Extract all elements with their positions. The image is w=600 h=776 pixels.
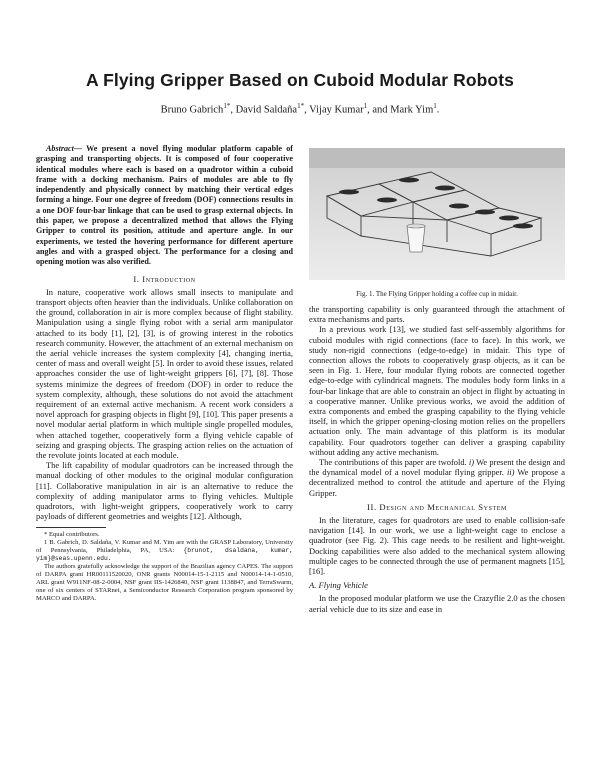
propeller: [475, 210, 495, 215]
propeller: [377, 198, 397, 203]
footnote-equal: * Equal contributors.: [44, 531, 100, 539]
right-column: [309, 304, 565, 614]
subsection-heading-flying-vehicle: A. Flying Vehicle: [309, 580, 368, 591]
propeller: [513, 224, 533, 229]
author-separator: ,: [230, 104, 236, 116]
text-span: We propose a decentralized method to control the attitude and aperture of the Flying Gripper.: [309, 467, 565, 498]
footnote-funding: The authors gratefully acknowledge the support of the Brazilian agency CAPES. The support of DARPA grant HR00111520020, ONR grants N00014-15-1-2115 and N00014-14-1-0510, ARL grant W911NF-08-2-0004, NSF grant IIS-1426840, NSF grant 1138847, and TerraSwarm, one of six centers of STARnet, a Semiconductor Research Corporation program sponsored by MARCO and DARPA.: [36, 563, 293, 603]
propeller: [399, 178, 419, 183]
author-name: Vijay Kumar: [309, 104, 364, 116]
author-separator: ,: [304, 104, 310, 116]
footnote-rule: [36, 527, 106, 528]
author-affiliation-mark: 1: [363, 102, 368, 110]
abstract-dash: —: [73, 144, 87, 153]
footnotes: [36, 531, 293, 603]
figure-flying-gripper-photo: [309, 148, 565, 280]
section-heading-design: II. Design and Mechanical System: [367, 501, 507, 512]
section-heading-introduction: I. Introduction: [133, 273, 196, 284]
propeller: [435, 186, 455, 191]
author-name: Mark Yim: [390, 104, 434, 116]
list-marker: ii): [506, 467, 515, 478]
paragraph: the transporting capability is only guaranteed through the attachment of extra mechanisms and parts.: [309, 304, 565, 325]
paragraph: The lift capability of modular quadrotors can be increased through the manual docking of other modules to the original modular configuration [11]. Collaborative manipulation in air is an alternative to reduce the complexity of adding manipulator arms to flying vehicles. Multiple quadrotors, with light-weight grippers, cooperatively work to carry payloads of different geometries and weights [12]. Although,: [36, 460, 293, 522]
figure-caption: Fig. 1. The Flying Gripper holding a coffee cup in midair.: [356, 290, 518, 298]
author-separator: , and: [367, 104, 391, 116]
author-name: David Saldaña: [235, 104, 298, 116]
author-name: Bruno Gabrich: [160, 104, 224, 116]
text-span: We present the design and the dynamical model of a novel modular flying gripper.: [309, 457, 565, 478]
left-column: [36, 144, 293, 603]
author-affiliation-mark: 1*: [297, 102, 305, 110]
footnote-affiliation-text: 1 B. Gabrich, D. Saldaña, V. Kumar and M. Yim are with the GRASP Laboratory, University of Pennsylvania, Philadelphia, PA, USA:: [36, 539, 293, 555]
author-emails: {brunot, dsaldana, kumar, yim}@seas.upenn.edu.: [36, 547, 293, 563]
abstract-text: We present a novel flying modular platform capable of grasping and transporting objects. It is composed of four cooperative identical modules where each is based on a quadrotor within a cuboid frame with a docking mechanism. Pairs of modules are able to fly independently and physically connect by matching their vertical edges forming a hinge. Four one degree of freedom (DOF) connections results in a one DOF four-bar linkage that can be used to grasp external objects. In this paper, we propose a decentralized method that allows the Flying Gripper to control its position, attitude and aperture angle. In our experiments, we tested the hovering performance for different aperture angles and with a grasped object. The performance for a closing and opening motion was also verified.: [36, 144, 293, 267]
abstract: [36, 144, 293, 268]
abstract-label: Abstract: [46, 144, 74, 153]
propeller: [339, 190, 359, 195]
footnote-affiliation: [36, 539, 293, 563]
paragraph: In the literature, cages for quadrotors are used to enable collision-safe navigation [14]. In our work, we use a light-weight cage to enclose a quadrotor (see Fig. 2). This cage needs to be resilient and light-weight. Docking capabilities were also added to the mechanical system allowing multiple cages to be connected through the use of permanent magnets [15], [16].: [309, 515, 565, 577]
propeller: [449, 204, 469, 209]
author-terminator: .: [436, 104, 440, 116]
ceiling-area: [309, 148, 565, 168]
paragraph: In nature, cooperative work allows small insects to manipulate and transport objects often heavier than the individuals. Unlike collaboration on the ground, collaboration in air is more complex because of flight stability. Manipulation using a single flying robot with a serial arm manipulator attached to its body [1], [2], [3], is of growing interest in the robotics research community. However, the attachment of an external mechanism on the aerial vehicle increases the system complexity [4], changing inertia, center of mass and overall weight [5]. In order to avoid these issues, related approaches consider the use of light-weight grippers [6], [7], [8]. Those systems minimize the degrees of freedom (DOF) in order to reduce the system complexity, although, these solutions do not avoid the attachment requirement of an external active mechanism. A recent work considers a novel approach for grasping objects in flight [9], [10]. This paper presents a novel modular aerial platform in which multiple single propelled modules, when attached together, cooperatively form a flying vehicle capable of seizing and grasping objects. The grasping action relies on the actuation of the revolute joints located at each module.: [36, 286, 293, 461]
contributions-paragraph: [309, 457, 565, 498]
author-list: [40, 102, 560, 116]
coffee-cup: [407, 224, 425, 252]
author-affiliation-mark: 1: [433, 102, 437, 110]
author-affiliation-mark: 1*: [223, 102, 231, 110]
flying-gripper-illustration: [309, 148, 565, 280]
paragraph: In a previous work [13], we studied fast self-assembly algorithms for cuboid modules with rigid connections (face to face). In this work, we study non-rigid connections (edge-to-edge) in midair. This type of connection allows the robots to cooperatively grasp objects, as it can be seen in Fig. 1. Here, four modular flying robots are connected together edge-to-edge with cylindrical magnets. The modules body form links in a four-bar linkage that are able to constrain an object in flight by actuating in a cooperative manner. Unlike previous works, we avoid the addition of extra components and embed the grasping capability to the flying vehicle itself, in which the gripper opening-closing motion relies on the propellers actuation only. The main advantage of this platform is its modular capability. Four quadrotors together can deliver a grasping capability without adding any active mechanism.: [309, 324, 565, 457]
list-marker: i): [468, 457, 475, 468]
paper-title: A Flying Gripper Based on Cuboid Modular Robots: [86, 70, 514, 90]
text-span: The contributions of this paper are twofold.: [319, 457, 469, 468]
propeller: [499, 216, 519, 221]
paragraph: In the proposed modular platform we use the Crazyflie 2.0 as the chosen aerial vehicle due to its size and ease in: [309, 593, 565, 614]
